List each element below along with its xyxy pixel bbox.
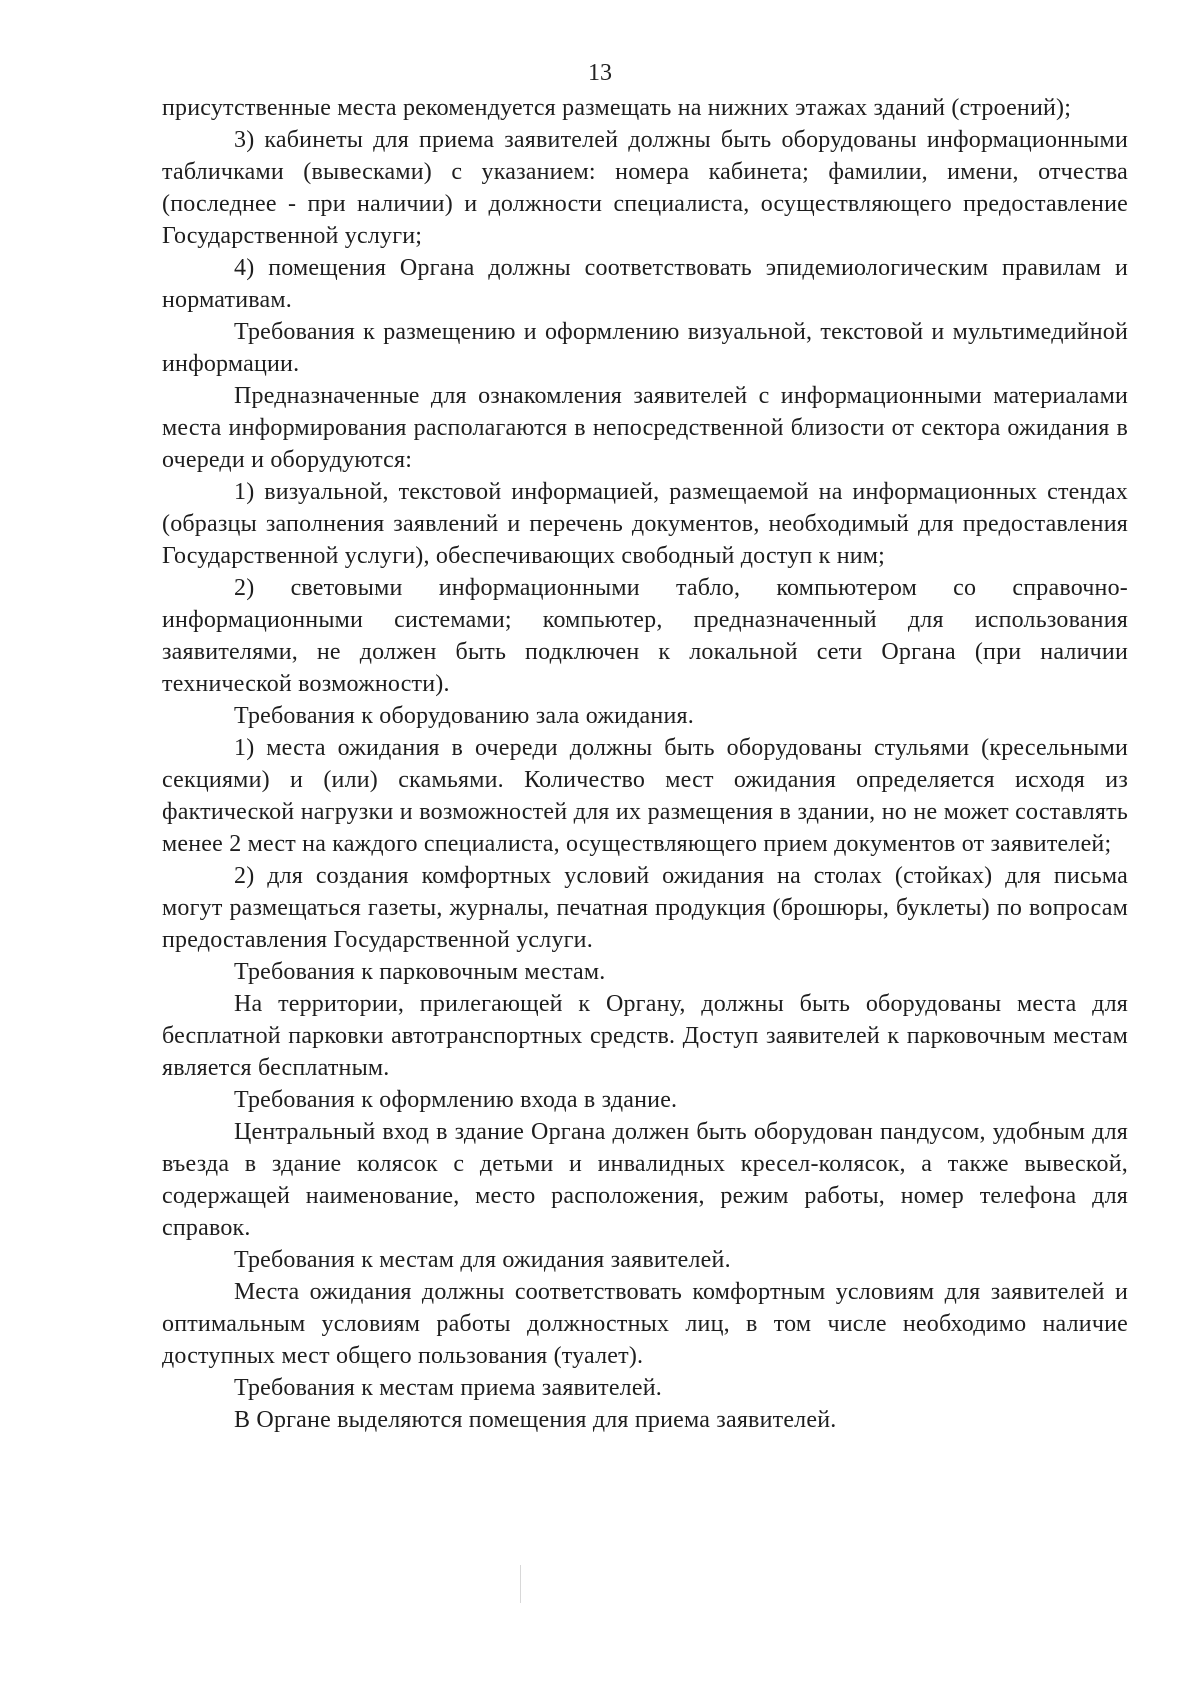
paragraph: Предназначенные для ознакомления заявителей с информационными материалами места информирования располагаются в непосредственной близости от сектора ожидания в очереди и оборудуются:: [162, 383, 1128, 473]
section-heading: Требования к размещению и оформлению визуальной, текстовой и мультимедийной информации.: [162, 319, 1128, 377]
paragraph: 2) световыми информационными табло, компьютером со справочно-информационными системами; компьютер, предназначенный для использования заявителями, не должен быть подключен к локальной сети Органа (при наличии технической возможности).: [162, 575, 1128, 697]
paragraph: В Органе выделяются помещения для приема заявителей.: [234, 1407, 837, 1433]
page-number: 13: [588, 60, 612, 86]
paragraph: 2) для создания комфортных условий ожидания на столах (стойках) для письма могут размещаться газеты, журналы, печатная продукция (брошюры, буклеты) по вопросам предоставления Государственной услуги.: [162, 863, 1128, 953]
document-body: [162, 92, 1128, 1436]
section-heading: Требования к парковочным местам.: [234, 959, 606, 985]
section-heading: Требования к местам для ожидания заявителей.: [234, 1247, 731, 1273]
paragraph: Центральный вход в здание Органа должен быть оборудован пандусом, удобным для въезда в здание колясок с детьми и инвалидных кресел-колясок, а также вывеской, содержащей наименование, место расположения, режим работы, номер телефона для справок.: [162, 1119, 1128, 1241]
paragraph: Места ожидания должны соответствовать комфортным условиям для заявителей и оптимальным условиям работы должностных лиц, в том числе необходимо наличие доступных мест общего пользования (туалет).: [162, 1279, 1128, 1369]
scan-artifact-line: [520, 1565, 521, 1603]
paragraph: На территории, прилегающей к Органу, должны быть оборудованы места для бесплатной парковки автотранспортных средств. Доступ заявителей к парковочным местам является бесплатным.: [162, 991, 1128, 1081]
paragraph: 3) кабинеты для приема заявителей должны быть оборудованы информационными табличками (вывесками) с указанием: номера кабинета; фамилии, имени, отчества (последнее - при наличии) и должности специалиста, осуществляющего предоставление Государственной услуги;: [162, 127, 1128, 249]
paragraph: присутственные места рекомендуется размещать на нижних этажах зданий (строений);: [162, 95, 1072, 121]
section-heading: Требования к оформлению входа в здание.: [234, 1087, 678, 1113]
paragraph: 4) помещения Органа должны соответствовать эпидемиологическим правилам и нормативам.: [162, 255, 1128, 313]
section-heading: Требования к оборудованию зала ожидания.: [234, 703, 694, 729]
paragraph: 1) визуальной, текстовой информацией, размещаемой на информационных стендах (образцы заполнения заявлений и перечень документов, необходимый для предоставления Государственной услуги), обеспечивающих свободный доступ к ним;: [162, 479, 1128, 569]
section-heading: Требования к местам приема заявителей.: [234, 1375, 662, 1401]
paragraph: 1) места ожидания в очереди должны быть оборудованы стульями (кресельными секциями) и (или) скамьями. Количество мест ожидания определяется исходя из фактической нагрузки и возможностей для их размещения в здании, но не может составлять менее 2 мест на каждого специалиста, осуществляющего прием документов от заявителей;: [162, 735, 1128, 857]
